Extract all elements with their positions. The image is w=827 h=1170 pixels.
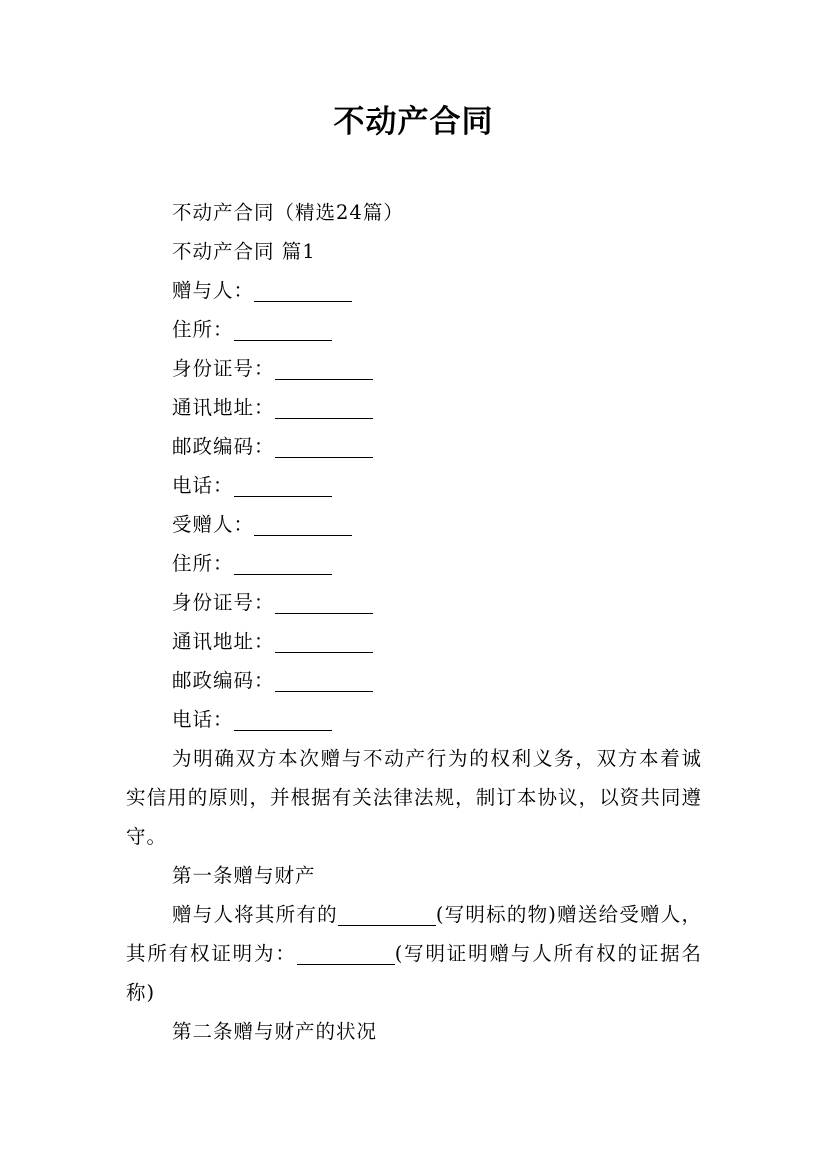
- donor-phone-label: 电话：: [172, 474, 234, 497]
- donee-mail-label: 通讯地址：: [172, 630, 275, 653]
- donor-postcode-label: 邮政编码：: [172, 435, 275, 458]
- donor-id-line: [126, 349, 702, 388]
- donor-postcode-line: [126, 427, 702, 466]
- donor-address-line: [126, 310, 702, 349]
- donee-address-line: [126, 544, 702, 583]
- donee-id-line: [126, 583, 702, 622]
- section-heading: 不动产合同 篇1: [172, 240, 316, 263]
- article1-paragraph: [126, 895, 702, 1012]
- donee-mail-blank: [275, 632, 373, 653]
- donor-id-label: 身份证号：: [172, 357, 275, 380]
- article1-text-a: 赠与人将其所有的: [172, 903, 338, 926]
- donor-mail-label: 通讯地址：: [172, 396, 275, 419]
- article1-blank-2: [297, 944, 395, 965]
- donee-postcode-label: 邮政编码：: [172, 669, 275, 692]
- donee-id-blank: [275, 593, 373, 614]
- donor-phone-blank: [234, 476, 332, 497]
- donee-label: 受赠人：: [172, 513, 255, 536]
- donee-line: [126, 505, 702, 544]
- donor-mail-line: [126, 388, 702, 427]
- donee-mail-line: [126, 622, 702, 661]
- article1-blank-1: [338, 905, 436, 926]
- donee-blank: [254, 515, 352, 536]
- intro-paragraph: 为明确双方本次赠与不动产行为的权利义务，双方本着诚实信用的原则，并根据有关法律法规，制订本协议，以资共同遵守。: [126, 747, 702, 848]
- article1-text-b: (写明标的物)赠送给受赠人，其所有权证明为：: [126, 903, 702, 965]
- donee-postcode-blank: [275, 671, 373, 692]
- donor-line: [126, 271, 702, 310]
- document-title: 不动产合同: [333, 104, 494, 140]
- donee-id-label: 身份证号：: [172, 591, 275, 614]
- donor-mail-blank: [275, 398, 373, 419]
- donee-postcode-line: [126, 661, 702, 700]
- donor-label: 赠与人：: [172, 279, 255, 302]
- article1-text-c: (写明证明赠与人所有权的证据名称): [126, 942, 702, 1004]
- document-body: [126, 193, 702, 1051]
- donee-phone-line: [126, 700, 702, 739]
- article1-title: 第一条赠与财产: [172, 864, 316, 887]
- article2-title: 第二条赠与财产的状况: [172, 1020, 378, 1043]
- donor-address-label: 住所：: [172, 318, 234, 341]
- donee-phone-blank: [234, 710, 332, 731]
- donor-address-blank: [234, 320, 332, 341]
- donee-phone-label: 电话：: [172, 708, 234, 731]
- donor-phone-line: [126, 466, 702, 505]
- document-subtitle: 不动产合同（精选24篇）: [172, 201, 404, 224]
- donee-address-blank: [234, 554, 332, 575]
- donor-postcode-blank: [275, 437, 373, 458]
- donor-id-blank: [275, 359, 373, 380]
- donee-address-label: 住所：: [172, 552, 234, 575]
- donor-blank: [254, 281, 352, 302]
